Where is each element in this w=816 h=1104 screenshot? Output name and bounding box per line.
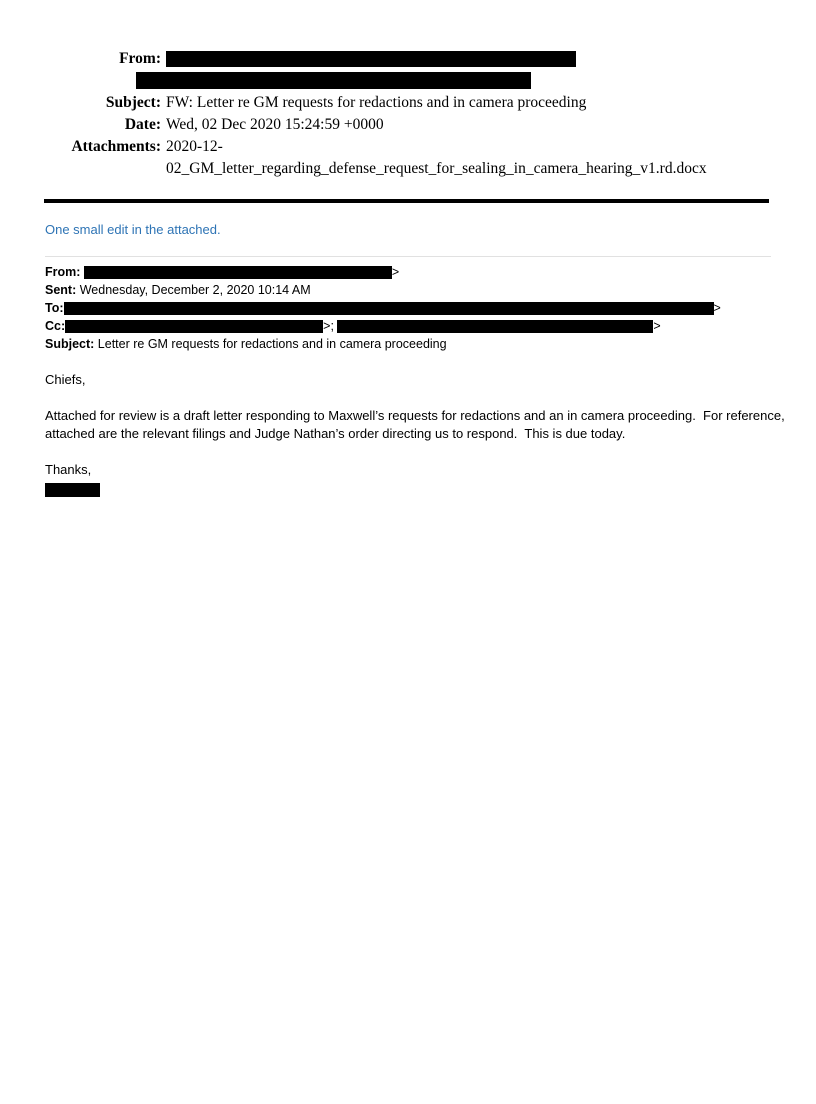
redaction-bar-from-line2 [136,72,531,89]
quoted-sent-row [45,281,816,299]
redaction-bar-from-line1 [166,51,576,67]
quoted-sent-value: Wednesday, December 2, 2020 10:14 AM [79,283,311,297]
body-paragraph: Attached for review is a draft letter responding to Maxwell’s requests for redactions and an in camera proceeding. For reference, attached are the relevant filings and Judge Nathan’s order directing us to respond. This is due today. [45,408,789,441]
quoted-from-suffix: > [391,265,400,279]
quoted-from-row [45,263,816,281]
quoted-subject-value: Letter re GM requests for redactions and in camera proceeding [97,337,447,351]
subject-label: Subject: [105,94,161,111]
from-value [166,48,766,92]
redaction-bar-quoted-cc-2 [337,320,653,333]
quoted-to-suffix: > [713,301,721,315]
quoted-cc-row [45,317,816,335]
quoted-cc-suffix: > [653,319,661,333]
quoted-sent-label: Sent: [45,283,77,297]
date-label: Date: [124,116,161,133]
redaction-bar-quoted-to [64,302,714,315]
quoted-subject-label: Subject: [45,337,95,351]
body-greeting: Chiefs, [45,372,86,387]
quoted-cc-label: Cc: [45,319,66,333]
quote-divider-rule [45,256,771,257]
quoted-cc-separator: >; [323,319,334,333]
reply-note: One small edit in the attached. [45,222,221,237]
quoted-to-label: To: [45,301,64,315]
redaction-bar-signature [45,483,100,497]
quoted-from-label: From: [45,265,81,279]
redaction-bar-quoted-cc-1 [65,320,323,333]
quoted-to-row [45,299,816,317]
attachments-label: Attachments: [71,138,161,155]
header-divider-rule [44,199,769,203]
date-value: Wed, 02 Dec 2020 15:24:59 +0000 [166,116,384,133]
subject-value: FW: Letter re GM requests for redactions and in camera proceeding [166,94,587,111]
redaction-bar-quoted-from [84,266,392,279]
from-label: From: [119,50,161,67]
body-closing: Thanks, [45,462,92,477]
quoted-email-header [45,263,816,353]
quoted-subject-row [45,335,816,353]
message-header [40,48,816,180]
attachments-value: 2020-12-02_GM_letter_regarding_defense_request_for_sealing_in_camera_hearing_v1.rd.docx [166,138,707,177]
email-body [45,371,797,497]
